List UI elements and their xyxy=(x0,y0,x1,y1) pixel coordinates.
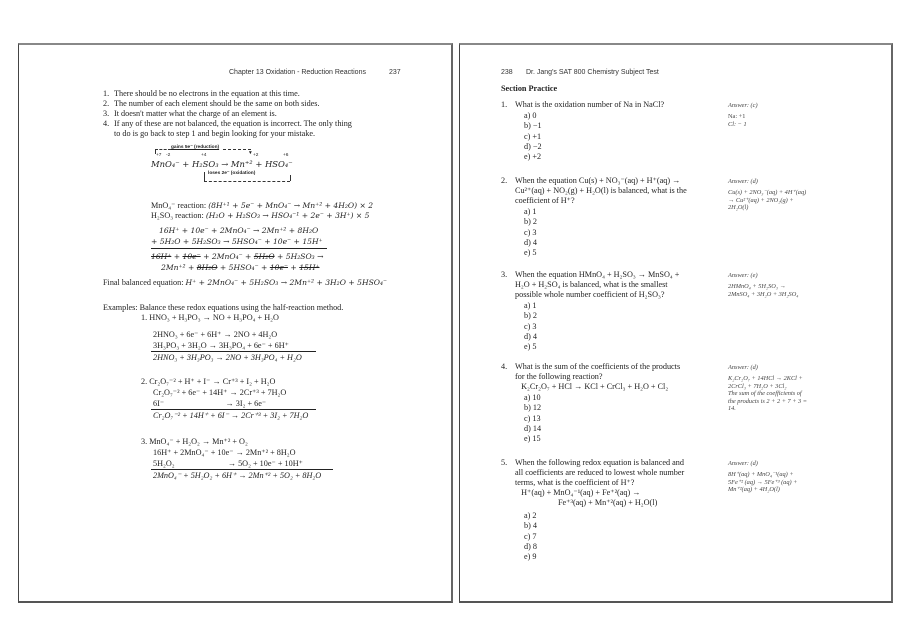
example-1-divider xyxy=(151,351,316,352)
choice-d[interactable]: d) 8 xyxy=(524,541,537,551)
choice-b[interactable]: b) 2 xyxy=(524,217,537,227)
example-2-line-2: 6I⁻ → 3I₂ + 6e⁻ xyxy=(153,399,267,408)
choice-c[interactable]: c) 3 xyxy=(524,321,537,331)
choices xyxy=(524,207,537,258)
choice-c[interactable]: c) 3 xyxy=(524,227,537,237)
choice-b[interactable]: b) 4 xyxy=(524,521,537,531)
example-1-line-2: 3H₃PO₃ + 3H₂O → 3H₃PO₄ + 6e⁻ + 6H⁺ xyxy=(153,341,289,350)
cancel-line-1: 16H⁺ + 10e⁻ + 2MnO₄⁻ + 5H₂O + 5H₂SO₃ → xyxy=(151,252,324,261)
example-1-line-1: 2HNO₃ + 6e⁻ + 6H⁺ → 2NO + 4H₂O xyxy=(153,330,278,339)
example-1-title: 1. HNO₃ + H₃PO₃ → NO + H₃PO₄ + H₂O xyxy=(141,313,279,322)
example-2-result: Cr₂O₇⁻² + 14H⁺ + 6I⁻ → 2Cr⁺³ + 3I₂ + 7H₂O xyxy=(153,411,309,420)
half-reaction-h2so3: H₂SO₃ reaction: (H₂O + H₂SO₃ → HSO₄⁻¹ + 2e⁻ + 3H⁺) × 5 xyxy=(151,211,370,220)
checklist-item: 3. It doesn't matter what the charge of an element is. xyxy=(103,109,277,118)
half-reaction-mno4: MnO₄⁻ reaction: (8H⁺¹ + 5e⁻ + MnO₄⁻ → Mn⁺² + 4H₂O) × 2 xyxy=(151,201,374,210)
left-page xyxy=(18,43,453,603)
loses-label: loses 2e⁻ (oxidation) xyxy=(208,171,256,176)
example-3-divider xyxy=(151,469,333,470)
choices xyxy=(524,393,541,444)
example-3-result: 2MnO₄⁻ + 5H₂O₂ + 6H⁺ → 2Mn⁺² + 5O₂ + 8H₂O xyxy=(153,471,322,480)
choice-b[interactable]: b) 12 xyxy=(524,403,542,413)
choice-e[interactable]: e) +2 xyxy=(524,152,542,162)
choice-b[interactable]: b) 2 xyxy=(524,311,537,321)
choice-e[interactable]: e) 9 xyxy=(524,552,537,562)
choice-c[interactable]: c) 7 xyxy=(524,531,537,541)
sum-divider xyxy=(151,248,327,249)
choice-e[interactable]: e) 5 xyxy=(524,248,537,258)
loses-bracket xyxy=(204,181,290,182)
choices xyxy=(524,511,537,562)
gains-bracket-right xyxy=(223,149,251,150)
answer-5: Answer: (d) 8H⁺(aq) + MnO₄⁻¹(aq) + 5Fe⁺² (aq) → 5Fe⁺³ (aq) + Mn⁺²(aq) + 4H₂O(l) xyxy=(728,460,798,494)
answer-3: Answer: (e) 2HMnO₄ + 5H₂SO₃ → 2MnSO₄ + 3H₂O + 3H₂SO₄ xyxy=(728,272,799,298)
choice-d[interactable]: d) −2 xyxy=(524,141,542,151)
choices xyxy=(524,111,542,162)
answer-2: Answer: (d) Cu(s) + 2NO₃⁻(aq) + 4H⁺(aq) → Cu²⁺(aq) + 2NO₂(g) + 2H₂O(l) xyxy=(728,178,807,212)
choice-c[interactable]: c) 13 xyxy=(524,413,541,423)
section-title: Section Practice xyxy=(501,84,558,93)
choices xyxy=(524,301,537,352)
checklist-item: 2. The number of each element should be the same on both sides. xyxy=(103,99,320,108)
book-title: Dr. Jang's SAT 800 Chemistry Subject Test xyxy=(526,69,659,76)
choice-d[interactable]: d) 14 xyxy=(524,423,542,433)
choice-b[interactable]: b) −1 xyxy=(524,121,542,131)
example-2-line-1: Cr₂O₇⁻² + 6e⁻ + 14H⁺ → 2Cr⁺³ + 7H₂O xyxy=(153,388,287,397)
choice-a[interactable]: a) 2 xyxy=(524,511,537,520)
loses-bracket-left xyxy=(204,172,205,181)
choice-a[interactable]: a) 1 xyxy=(524,301,537,310)
diagram-equation: MnO₄⁻ + H₂SO₃ → Mn⁺² + HSO₄⁻ xyxy=(151,159,293,169)
gains-bracket xyxy=(155,149,171,150)
choice-c[interactable]: c) +1 xyxy=(524,131,542,141)
choice-a[interactable]: a) 10 xyxy=(524,393,541,402)
final-equation: Final balanced equation: H⁺ + 2MnO₄⁻ + 5H₂SO₃ → 2Mn⁺² + 3H₂O + 5HSO₄⁻ xyxy=(103,278,388,287)
choice-d[interactable]: d) 4 xyxy=(524,331,537,341)
choice-e[interactable]: e) 15 xyxy=(524,434,541,444)
example-3-line-2: 5H₂O₂ → 5O₂ + 10e⁻ + 10H⁺ xyxy=(153,459,303,468)
example-2-title: 2. Cr₂O₇⁻² + H⁺ + I⁻ → Cr⁺³ + I₂ + H₂O xyxy=(141,377,276,386)
gains-label: gains 5e⁻ (reduction) xyxy=(171,145,220,150)
oxidation-diagram: gains 5e⁻ (reduction) ▼ +7 -2 +4 +2 +6 MnO₄⁻ + H₂SO₃ → Mn⁺² + HSO₄⁻ loses 2e⁻ (oxidation) xyxy=(151,145,311,193)
choice-a[interactable]: a) 0 xyxy=(524,111,537,120)
checklist-item: to do is go back to step 1 and begin looking for your mistake. xyxy=(114,129,316,138)
choice-e[interactable]: e) 5 xyxy=(524,342,537,352)
choice-a[interactable]: a) 1 xyxy=(524,207,537,216)
sum-line-2: + 5H₂O + 5H₂SO₃ → 5HSO₄⁻ + 10e⁻ + 15H⁺ xyxy=(151,237,323,246)
sum-line-1: 16H⁺ + 10e⁻ + 2MnO₄⁻ → 2Mn⁺² + 8H₂O xyxy=(159,226,319,235)
checklist-item: 4. If any of these are not balanced, the equation is incorrect. The only thing xyxy=(103,119,352,128)
example-3-title: 3. MnO₄⁻ + H₂O₂ → Mn⁺² + O₂ xyxy=(141,437,248,446)
right-page: 238 Dr. Jang's SAT 800 Chemistry Subject Test Section Practice 1. What is the oxidation number of Na in NaCl? a) 0 b) −1 c) +1 d) −2 e) +2 Answer: (c) Na: +1 Cl: − 1 2. When the equation Cu(s) + NO₃⁻(aq) + H⁺(aq) → Cu²⁺(aq) + NO₂(g) + H₂O(l) is balanced, what is the coefficient of H⁺? a) 1 b) 2 c) 3 d) 4 e) 5 Answer: (d) Cu(s) + 2NO₃⁻(aq) + 4H⁺(aq) → Cu²⁺(aq) + 2NO₂(g) + 2H₂O(l) 3. When the equation HMnO₄ + H₂SO₃ → MnSO₄ + H₂O + H₂SO₄ is balanced, what is the smallest possible whole number coefficient of H₂SO₃? a) 1 b) 2 c) 3 d) 4 e) 5 Answer: (e) 2HMnO₄ + 5H₂SO₃ → 2MnSO₄ + 3H₂O + 3H₂SO₄ 4. What is the sum of the coefficients of the products for the following reaction? K₂Cr₂O₇ + HCl → KCl + CrCl₃ + H₂O + Cl₂ a) 10 b) 12 c) 13 d) 14 e) 15 Answer: (d) K₂Cr₂O₇ + 14HCl → 2KCl + 2CrCl₃ + 7H₂O + 3Cl₂ The sum of the coefficients of the products is 2 + 2 + 7 + 3 = 14. 5. When the following redox equation is balanced and all coefficients are reduced to lowest whole number terms, what is the coefficient of H⁺? H⁺(aq) + MnO₄⁻¹(aq) + Fe⁺²(aq) → Fe⁺³(aq) + Mn⁺²(aq) + H₂O(l) a) 2 b) 4 c) 7 d) 8 e) 9 Answer: (d) 8H⁺(aq) + MnO₄⁻¹(aq) + 5Fe⁺² (aq) → 5Fe⁺³ (aq) + Mn⁺²(aq) + 4H₂O(l) xyxy=(459,43,893,603)
choice-d[interactable]: d) 4 xyxy=(524,237,537,247)
example-1-result: 2HNO₃ + 3H₃PO₃ → 2NO + 3H₃PO₄ + H₂O xyxy=(153,353,302,362)
checklist-item: 1. There should be no electrons in the equation at this time. xyxy=(103,89,300,98)
question-text: What is the oxidation number of Na in NaCl? xyxy=(515,100,665,109)
answer-4: Answer: (d) K₂Cr₂O₇ + 14HCl → 2KCl + 2CrCl₃ + 7H₂O + 3Cl₂ The sum of the coefficients of the products is 2 + 2 + 7 + 3 = 14. xyxy=(728,364,808,413)
loses-arrow-up xyxy=(290,175,291,181)
examples-intro: Examples: Balance these redox equations using the half-reaction method. xyxy=(103,303,344,312)
page-number: 238 xyxy=(501,69,513,76)
page-number: 237 xyxy=(389,69,401,76)
answer-1: Answer: (c) Na: +1 Cl: − 1 xyxy=(728,102,758,128)
arrow-down-icon: ▼ xyxy=(248,151,253,156)
checklist xyxy=(103,89,352,139)
example-2-divider xyxy=(151,409,316,410)
chapter-header: Chapter 13 Oxidation - Reduction Reactions xyxy=(229,69,366,76)
cancel-line-2: 2Mn⁺² + 8H₂O + 5HSO₄⁻ + 10e⁻ + 15H⁺ xyxy=(161,263,320,272)
example-3-line-1: 16H⁺ + 2MnO₄⁻ + 10e⁻ → 2Mn⁺² + 8H₂O xyxy=(153,448,296,457)
